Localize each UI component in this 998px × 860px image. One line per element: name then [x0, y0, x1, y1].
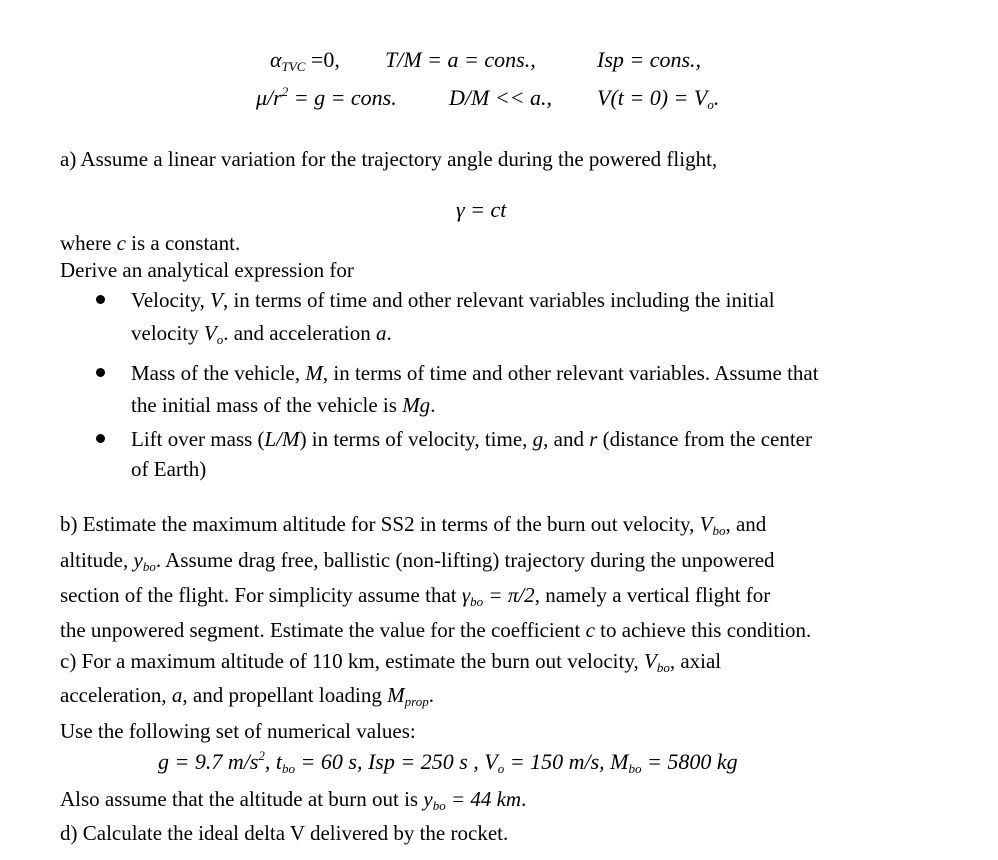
assumption-gravity [256, 84, 397, 112]
pb-l1-sub: bo [712, 523, 726, 538]
part-a-derive: Derive an analytical expression for [60, 258, 354, 282]
thrust-text: T/M = a = cons., [385, 47, 536, 72]
pb-l2-post: . Assume drag free, ballistic (non-lifting) trajectory during the unpowered [155, 548, 775, 572]
iv-sub: o [707, 97, 714, 112]
pc-l1-post: , axial [669, 649, 722, 673]
part-d: d) Calculate the ideal delta V delivered by the rocket. [60, 821, 509, 845]
bullet-lift-line1 [131, 426, 812, 452]
pb-l3-sub: bo [470, 594, 484, 609]
val-g: g = 9.7 m/s [158, 749, 259, 774]
pb-l3-pre: section of the flight. For simplicity assume that [60, 583, 462, 607]
pb-l4-var: c [585, 618, 595, 642]
part-b-line1 [60, 511, 766, 537]
pc-l5-val: = 44 km [445, 787, 522, 811]
pc-l2-pre: acceleration, [60, 683, 172, 707]
pb-l4-post: to achieve this condition. [594, 618, 812, 642]
isp-text: Isp = cons., [597, 47, 702, 72]
val-t: t [275, 749, 283, 774]
pc-l1-var: V [643, 649, 657, 673]
val-m-sub: bo [628, 761, 642, 776]
val-m-val: = 5800 kg [641, 749, 738, 774]
assumption-drag [449, 84, 552, 112]
drag-text: D/M << a., [449, 85, 553, 110]
assumption-isp [597, 46, 701, 74]
where-pre: where [60, 231, 117, 255]
b1-l2-var: V [203, 321, 217, 345]
b1-post: , in terms of time and other relevant variables including the initial [222, 288, 775, 312]
part-a-where [60, 230, 240, 256]
pc-l5-sub: bo [432, 798, 446, 813]
val-v: V [484, 749, 498, 774]
bullet-icon [96, 295, 105, 304]
assumption-initial-velocity [597, 84, 719, 112]
b2-post: , in terms of time and other relevant variables. Assume that [322, 361, 819, 385]
assumption-tvc [270, 46, 340, 74]
pb-l3-post: , namely a vertical flight for [534, 583, 771, 607]
pc-l1-pre: c) For a maximum altitude of 110 km, estimate the burn out velocity, [60, 649, 644, 673]
assumption-thrust [385, 46, 536, 74]
gravity-a: μ/r [256, 85, 282, 110]
bullet-icon [96, 368, 105, 377]
gravity-b: = g = cons. [288, 85, 397, 110]
b3-post: ) in terms of velocity, time, [299, 427, 533, 451]
val-m: M [610, 749, 629, 774]
part-a-intro: a) Assume a linear variation for the trajectory angle during the powered flight, [60, 147, 718, 171]
b1-l2-var2: a [375, 321, 387, 345]
part-b-line2 [60, 547, 775, 573]
part-b-line4 [60, 617, 811, 643]
bullet-velocity-line2 [131, 320, 392, 346]
pb-l1-pre: b) Estimate the maximum altitude for SS2 in terms of the burn out velocity, [60, 512, 700, 536]
val-v-val: = 150 m/s, [504, 749, 611, 774]
val-g-sup: 2 [258, 748, 265, 763]
b1-var: V [210, 288, 223, 312]
pc-l5-pre: Also assume that the altitude at burn out is [60, 787, 424, 811]
pb-l2-sub: bo [142, 559, 156, 574]
pc-l2-mid: , and propellant loading [182, 683, 388, 707]
pc-l2-var: a [171, 683, 183, 707]
numerical-values [158, 748, 738, 776]
b3-r: r [589, 427, 598, 451]
val-v-sub: o [497, 761, 505, 776]
bullet-mass-line2 [131, 392, 435, 418]
trajectory-angle-equation: γ = ct [456, 197, 507, 222]
pb-l1-var: V [699, 512, 713, 536]
b1-pre: Velocity, [131, 288, 211, 312]
b2-l2-var: Mg [402, 393, 431, 417]
val-g-sep: , [264, 749, 276, 774]
pc-l1-sub: bo [656, 660, 670, 675]
part-c-line1 [60, 648, 721, 674]
pc-l2-sub: prop [404, 694, 429, 709]
where-var: c [116, 231, 126, 255]
pb-l2-var: y [133, 548, 143, 572]
bullet-lift-line2: of Earth) [131, 457, 207, 481]
tvc-subscript: TVC [281, 59, 306, 74]
pb-l3-eq: = π/2 [483, 583, 535, 607]
pb-l2-pre: altitude, [60, 548, 134, 572]
pc-l2-end: . [428, 683, 434, 707]
b3-and: , and [543, 427, 590, 451]
b1-l2-end: . [386, 321, 392, 345]
b2-var: M [305, 361, 323, 385]
val-t-val: = 60 s, [295, 749, 368, 774]
b1-l2-pre: velocity [131, 321, 204, 345]
val-t-sub: bo [282, 761, 296, 776]
b2-l2-pre: the initial mass of the vehicle is [131, 393, 403, 417]
bullet-velocity-line1 [131, 287, 775, 313]
val-isp: Isp = 250 s , [367, 749, 485, 774]
b2-pre: Mass of the vehicle, [131, 361, 306, 385]
b2-l2-end: . [430, 393, 436, 417]
b1-l2-mid: . and acceleration [223, 321, 376, 345]
b3-var: L/M [264, 427, 300, 451]
pb-l4-pre: the unpowered segment. Estimate the value for the coefficient [60, 618, 586, 642]
part-c-line2 [60, 682, 434, 708]
pc-l5-end: . [521, 787, 527, 811]
pc-l5-var: y [423, 787, 433, 811]
bullet-icon [96, 434, 105, 443]
part-b-line3 [60, 582, 770, 608]
iv-b: . [713, 85, 720, 110]
iv-a: V(t = 0) = V [597, 85, 708, 110]
b1-l2-sub: o [216, 332, 224, 347]
pb-l1-post: , and [725, 512, 767, 536]
bullet-mass-line1 [131, 360, 819, 386]
gravity-sup: 2 [281, 84, 289, 99]
where-post: is a constant. [125, 231, 241, 255]
part-c-line3: Use the following set of numerical values: [60, 719, 416, 743]
b3-end: (distance from the center [597, 427, 812, 451]
b3-g: g [532, 427, 544, 451]
pb-l3-var: γ [461, 583, 471, 607]
alpha-symbol: α [270, 47, 282, 72]
pc-l2-var2: M [387, 683, 405, 707]
part-c-line5 [60, 786, 526, 812]
b3-pre: Lift over mass ( [131, 427, 265, 451]
tvc-equals: =0, [305, 47, 340, 72]
